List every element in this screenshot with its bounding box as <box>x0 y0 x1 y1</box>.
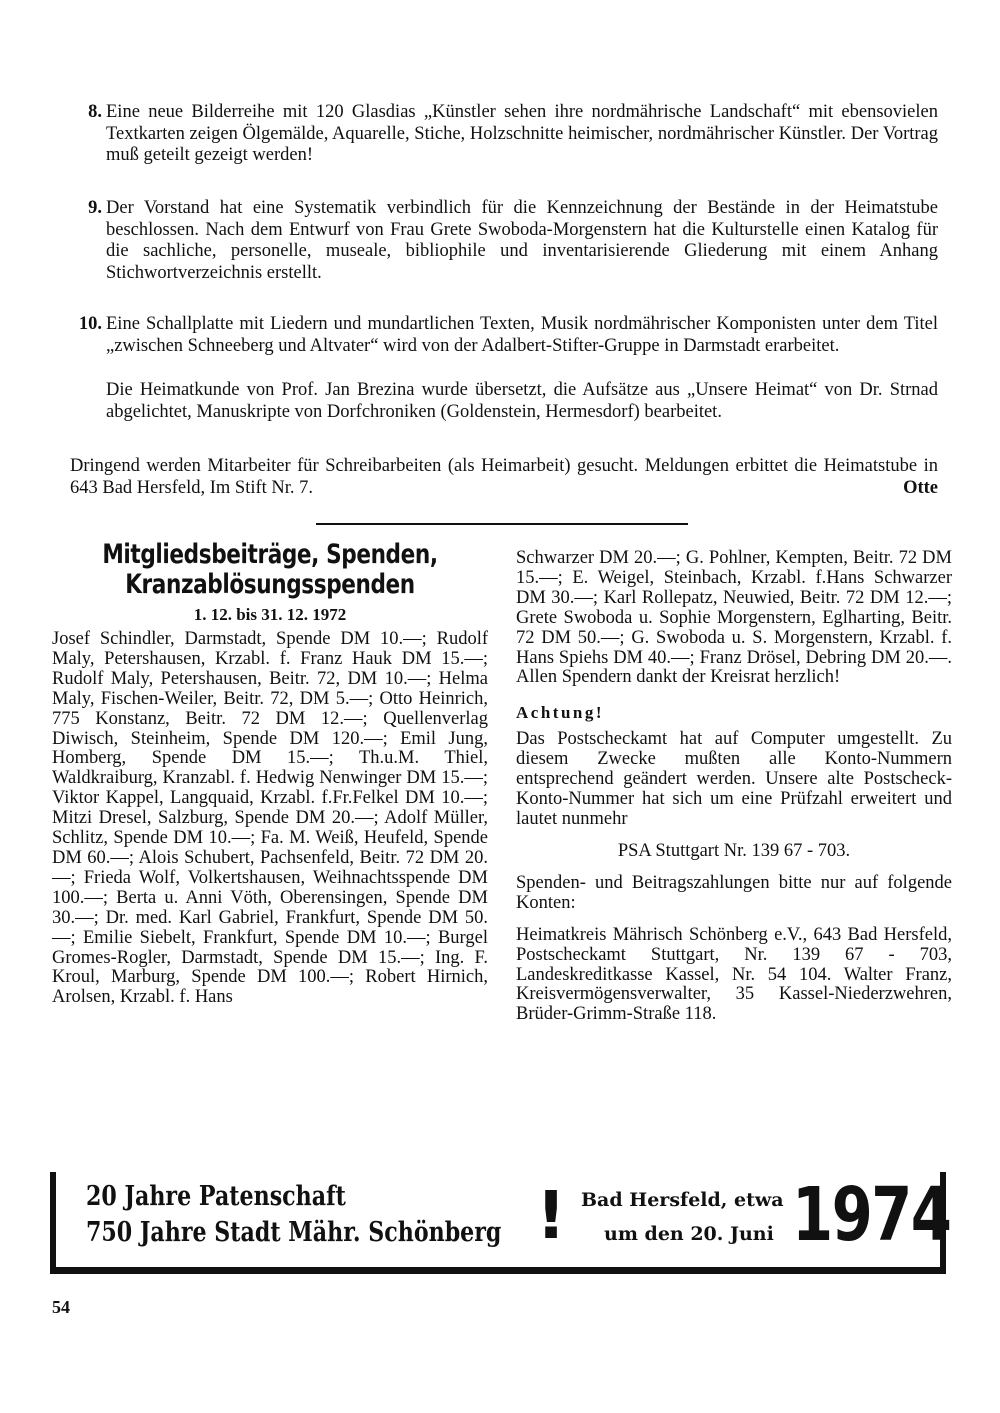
item-text: Der Vorstand hat eine Systematik verbindlich für die Kennzeichnung der Bestände in der Heimatstube beschlossen. Nach dem Entwurf von Frau Grete Swoboda-Morgenstern hat die Kulturstelle einen Katalog für die sachliche, personelle, museale, bibliophile und inventarisierende Gliederung mit einem Anhang Stichwortverzeichnis erstellt. <box>106 198 938 283</box>
banner-year: 1974 <box>792 1172 951 1258</box>
item-text: Eine Schallplatte mit Liedern und mundartlichen Texten, Musik nordmährischer Komponisten unter dem Titel „zwischen Schneeberg und Altvater“ wird von der Adalbert-Stifter-Gruppe in Darmstadt erarbeitet. <box>106 314 938 356</box>
item-number: 10. <box>78 314 102 334</box>
item-text: Eine neue Bilderreihe mit 120 Glasdias „Künstler sehen ihre nordmährische Landschaft“ mit ebensovielen Textkarten zeigen Ölgemälde, Aquarelle, Stiche, Holzschnitte heimischer, nordmährischer Künstler. Der Vortrag muß geteilt gezeigt werden! <box>106 102 938 165</box>
accounts-intro: Spenden- und Beitragszahlungen bitte nur auf folgende Konten: <box>516 872 952 913</box>
banner-line1: 20 Jahre Patenschaft <box>86 1181 346 1212</box>
donations-list-right: Schwarzer DM 20.—; G. Pohlner, Kempten, Beitr. 72 DM 15.—; E. Weigel, Steinbach, Krzabl. f.Hans Schwarzer DM 30.—; Karl Rollepatz, Neuwied, Beitr. 72 DM 12.—; Grete Swoboda u. Sophie Morgenstern, Eglharting, Beitr. 72 DM 50.—; G. Swoboda u. S. Morgenstern, Krzabl. f. Hans Spiehs DM 40.—; Franz Drösel, Debring DM 20.—. Allen Spendern dankt der Kreisrat herzlich! <box>516 548 952 688</box>
psa-number: PSA Stuttgart Nr. 139 67 - 703. <box>617 840 851 861</box>
donations-heading-line2: Kranzablösungsspenden <box>125 569 415 600</box>
donations-column-right <box>516 549 952 1025</box>
banner-line2: 750 Jahre Stadt Mähr. Schönberg <box>86 1217 502 1248</box>
list-item-8 <box>70 102 938 167</box>
heimatkunde-note: Die Heimatkunde von Prof. Jan Brezina wurde übersetzt, die Aufsätze aus „Unsere Heimat“ von Dr. Strnad abgelichtet, Manuskripte von Dorfchroniken (Goldenstein, Hermesdorf) bearbeitet. <box>106 380 938 422</box>
donations-column-left <box>52 540 488 1008</box>
item-number: 9. <box>88 198 102 218</box>
donations-list-left: Josef Schindler, Darmstadt, Spende DM 10.—; Rudolf Maly, Petershausen, Krzabl. f. Franz Hauk DM 15.—; Rudolf Maly, Petershausen, Beitr. 72, DM 10.—; Helma Maly, Fischen-Weiler, Beitr. 72, DM 5.—; Otto Heinrich, 775 Konstanz, Beitr. 72 DM 12.—; Quellenverlag Diwisch, Steinheim, Spende DM 120.—; Emil Jung, Homberg, Spende DM 15.—; Th.u.M. Thiel, Waldkraiburg, Kranzabl. f. Hedwig Nenwinger DM 15.—; Viktor Kappel, Langquaid, Krzabl. f.Fr.Felkel DM 10.—; Mitzi Dresel, Salzburg, Spende DM 20.—; Adolf Müller, Schlitz, Spende DM 10.—; Fa. M. Weiß, Heufeld, Spende DM 60.—; Alois Schubert, Pachsenfeld, Beitr. 72 DM 20.—; Frieda Wolf, Volkertshausen, Weihnachtsspende DM 100.—; Berta u. Anni Vöth, Oberensingen, Spende DM 30.—; Dr. med. Karl Gabriel, Frankfurt, Spende DM 50.—; Emilie Siebelt, Frankfurt, Spende DM 10.—; Burgel Gromes-Rogler, Darmstadt, Spende DM 15.—; Ing. F. Kroul, Marburg, Spende DM 100.—; Robert Hirnich, Arolsen, Krzabl. f. Hans <box>52 629 488 1008</box>
donations-heading-line1: Mitgliedsbeiträge, Spenden, <box>102 539 438 570</box>
notice-text: Das Postscheckamt hat auf Computer umgestellt. Zu diesem Zwecke mußten alle Konto-Nummern entsprechend geändert werden. Unsere alte Postscheck-Konto-Nummer hat sich um eine Prüfzahl erweitert und lautet nunmehr <box>516 729 952 829</box>
anniversary-banner <box>50 1172 951 1274</box>
banner-date: um den 20. Juni <box>604 1223 774 1245</box>
list-item-10 <box>70 314 938 357</box>
page-number: 54 <box>52 1297 70 1317</box>
appeal-paragraph <box>70 456 938 499</box>
section-divider <box>316 523 688 525</box>
appeal-text: Dringend werden Mitarbeiter für Schreibarbeiten (als Heimarbeit) gesucht. Meldungen erbittet die Heimatstube in 643 Bad Hersfeld, Im Stift Nr. 7. <box>70 456 938 498</box>
signature: Otte <box>903 477 938 498</box>
list-item-9 <box>70 198 938 284</box>
banner-exclamation: ! <box>536 1177 567 1254</box>
item-number: 8. <box>88 102 102 122</box>
accounts-text: Heimatkreis Mährisch Schönberg e.V., 643 Bad Hersfeld, Postscheckamt Stuttgart, Nr. 139 67 - 703, Landeskreditkasse Kassel, Nr. 54 104. Walter Franz, Kreisvermögensverwalter, 35 Kassel-Niederzwehren, Brüder-Grimm-Straße 118. <box>516 924 952 1025</box>
banner-place: Bad Hersfeld, etwa <box>581 1189 784 1211</box>
donations-date-range: 1. 12. bis 31. 12. 1972 <box>193 605 347 624</box>
notice-title: Achtung! <box>516 703 605 723</box>
